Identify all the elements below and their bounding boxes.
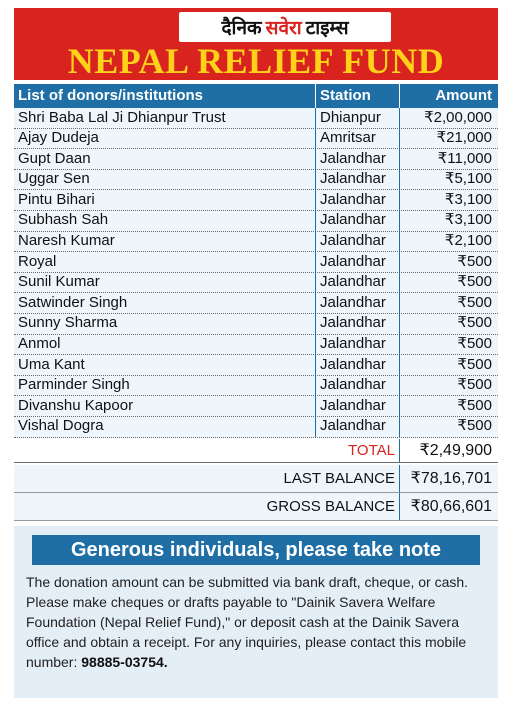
donor-amount: ₹500 bbox=[399, 375, 498, 396]
table-row bbox=[14, 396, 498, 417]
table-row bbox=[14, 149, 498, 170]
notice-heading: Generous individuals, please take note bbox=[32, 535, 480, 565]
donor-station: Amritsar bbox=[315, 128, 399, 149]
donor-amount: ₹500 bbox=[399, 252, 498, 273]
donor-name: Sunil Kumar bbox=[18, 273, 100, 291]
gross-balance-value: ₹80,66,601 bbox=[399, 493, 498, 520]
donor-station: Jalandhar bbox=[315, 149, 399, 170]
gross-balance-label: GROSS BALANCE bbox=[266, 498, 395, 515]
total-row bbox=[14, 439, 498, 463]
donor-name: Uma Kant bbox=[18, 355, 85, 373]
donor-station: Jalandhar bbox=[315, 231, 399, 252]
donor-station: Jalandhar bbox=[315, 190, 399, 211]
donor-name: Gupt Daan bbox=[18, 149, 91, 167]
donor-name: Anmol bbox=[18, 335, 61, 353]
donors-table bbox=[14, 84, 498, 438]
total-label: TOTAL bbox=[348, 442, 395, 459]
donor-amount: ₹500 bbox=[399, 293, 498, 314]
donor-amount: ₹2,100 bbox=[399, 231, 498, 252]
table-row bbox=[14, 293, 498, 314]
donor-name: Pintu Bihari bbox=[18, 190, 95, 208]
donor-station: Jalandhar bbox=[315, 416, 399, 437]
table-header bbox=[14, 84, 498, 108]
donor-amount: ₹500 bbox=[399, 416, 498, 437]
donor-station: Jalandhar bbox=[315, 375, 399, 396]
donor-name: Parminder Singh bbox=[18, 376, 130, 394]
donor-station: Jalandhar bbox=[315, 210, 399, 231]
donor-amount: ₹2,00,000 bbox=[399, 108, 498, 129]
donor-station: Jalandhar bbox=[315, 396, 399, 417]
donor-amount: ₹3,100 bbox=[399, 190, 498, 211]
last-balance-value: ₹78,16,701 bbox=[399, 465, 498, 492]
donor-amount: ₹3,100 bbox=[399, 210, 498, 231]
header-amount: Amount bbox=[399, 84, 498, 108]
donor-station: Jalandhar bbox=[315, 252, 399, 273]
donor-station: Jalandhar bbox=[315, 355, 399, 376]
table-row bbox=[14, 252, 498, 273]
page-title: NEPAL RELIEF FUND bbox=[67, 41, 445, 81]
donor-amount: ₹500 bbox=[399, 272, 498, 293]
donor-amount: ₹500 bbox=[399, 355, 498, 376]
table-row bbox=[14, 335, 498, 356]
donor-amount: ₹500 bbox=[399, 313, 498, 334]
logo-word-times: टाइम्स bbox=[305, 17, 349, 39]
donor-amount: ₹500 bbox=[399, 334, 498, 355]
donor-amount: ₹11,000 bbox=[399, 149, 498, 170]
logo-word-savera: सवेरा bbox=[265, 17, 302, 39]
donor-name: Satwinder Singh bbox=[18, 293, 128, 311]
table-body bbox=[14, 108, 498, 438]
masthead-banner bbox=[14, 8, 498, 80]
donor-station: Jalandhar bbox=[315, 313, 399, 334]
donor-name: Subhash Sah bbox=[18, 211, 109, 229]
donor-name: Divanshu Kapoor bbox=[18, 396, 134, 414]
contact-phone-number: 98885-03754. bbox=[81, 654, 168, 670]
donor-name: Ajay Dudeja bbox=[18, 129, 99, 147]
donor-station: Jalandhar bbox=[315, 272, 399, 293]
notice-text bbox=[26, 572, 492, 672]
header-donors: List of donors/institutions bbox=[18, 87, 203, 104]
newspaper-logo bbox=[179, 12, 391, 42]
donor-station: Jalandhar bbox=[315, 169, 399, 190]
donor-station: Jalandhar bbox=[315, 293, 399, 314]
table-row bbox=[14, 314, 498, 335]
donor-name: Naresh Kumar bbox=[18, 232, 115, 250]
donor-name: Uggar Sen bbox=[18, 170, 90, 188]
donor-amount: ₹21,000 bbox=[399, 128, 498, 149]
donor-station: Dhianpur bbox=[315, 108, 399, 129]
gross-balance-row bbox=[14, 493, 498, 521]
notice-body-text: The donation amount can be submitted via bank draft, cheque, or cash. Please make cheques or drafts payable to "Dainik Savera Welfare Foundation (Nepal Relief Fund)," or deposit cash at the Dainik Savera office and obtain a receipt. For any inquiries, please contact this mobile number: bbox=[26, 574, 469, 670]
donation-notice bbox=[14, 526, 498, 698]
last-balance-label: LAST BALANCE bbox=[283, 470, 395, 487]
table-row bbox=[14, 108, 498, 129]
table-row bbox=[14, 355, 498, 376]
logo-word-dainik: दैनिक bbox=[221, 17, 262, 39]
header-station: Station bbox=[315, 84, 399, 108]
donor-name: Vishal Dogra bbox=[18, 417, 104, 435]
total-value: ₹2,49,900 bbox=[399, 439, 498, 462]
table-row bbox=[14, 376, 498, 397]
table-row bbox=[14, 417, 498, 438]
donor-name: Sunny Sharma bbox=[18, 314, 118, 332]
last-balance-row bbox=[14, 465, 498, 493]
donor-name: Shri Baba Lal Ji Dhianpur Trust bbox=[18, 108, 226, 126]
donor-amount: ₹5,100 bbox=[399, 169, 498, 190]
donor-station: Jalandhar bbox=[315, 334, 399, 355]
table-row bbox=[14, 129, 498, 150]
donor-amount: ₹500 bbox=[399, 396, 498, 417]
table-row bbox=[14, 190, 498, 211]
table-row bbox=[14, 232, 498, 253]
table-row bbox=[14, 211, 498, 232]
table-row bbox=[14, 170, 498, 191]
table-row bbox=[14, 273, 498, 294]
donor-name: Royal bbox=[18, 252, 57, 270]
